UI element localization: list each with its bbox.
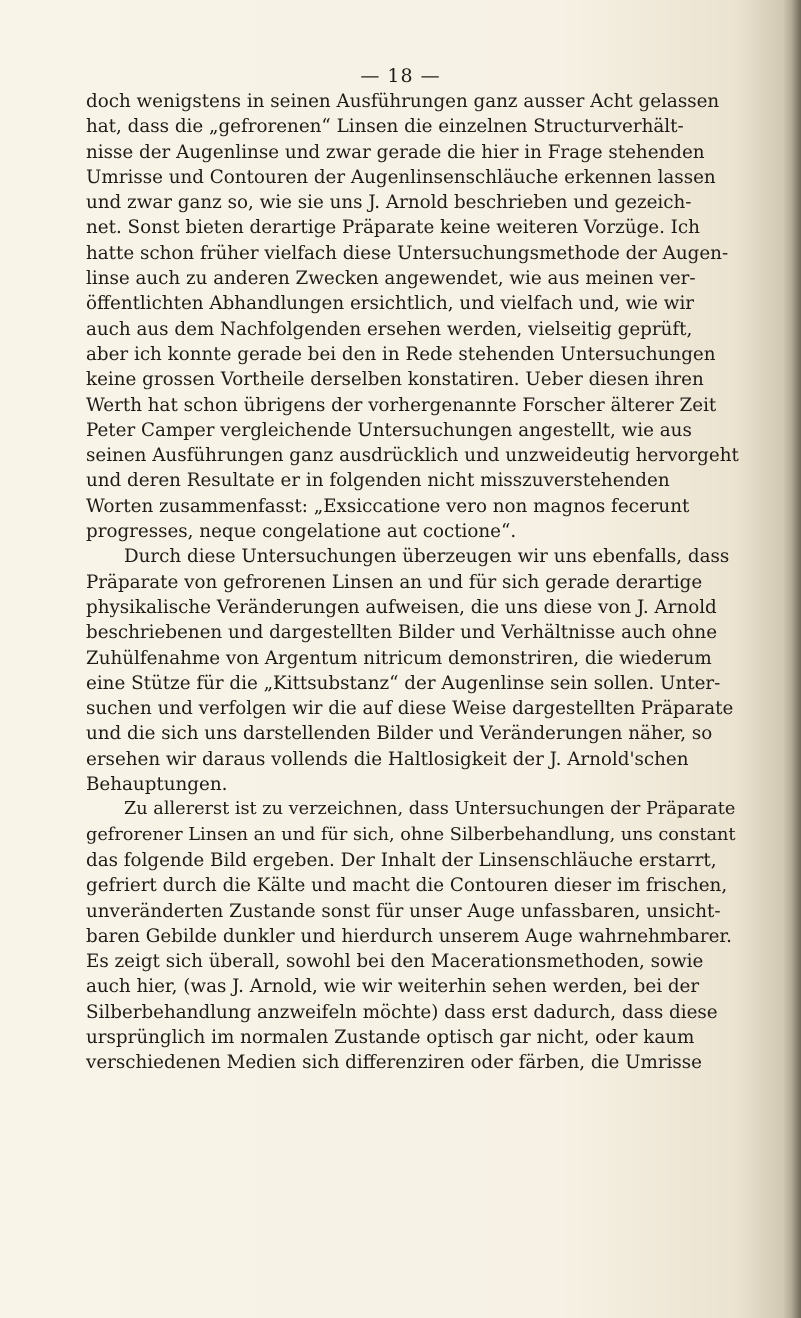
- text-line: hat, dass die „gefrorenen“ Linsen die einzelnen Structurverhält-: [86, 116, 684, 138]
- page-edge-shadow: [783, 0, 801, 1318]
- text-line: progresses, neque congelatione aut coctione“.: [86, 521, 517, 543]
- text-line: keine grossen Vortheile derselben konstatiren. Ueber diesen ihren: [86, 369, 704, 391]
- text-line: nisse der Augenlinse und zwar gerade die hier in Frage stehenden: [86, 141, 705, 163]
- text-line: ursprünglich im normalen Zustande optisch gar nicht, oder kaum: [86, 1026, 695, 1048]
- text-line: und zwar ganz so, wie sie uns J. Arnold beschrieben und gezeich-: [86, 192, 692, 214]
- text-line: Es zeigt sich überall, sowohl bei den Macerationsmethoden, sowie: [86, 951, 704, 973]
- text-line: Peter Camper vergleichende Untersuchungen angestellt, wie aus: [86, 419, 692, 441]
- text-line: auch aus dem Nachfolgenden ersehen werden, vielseitig geprüft,: [86, 318, 693, 340]
- text-line-paragraph-start: Durch diese Untersuchungen überzeugen wir uns ebenfalls, dass: [124, 546, 730, 568]
- text-line: Zuhülfenahme von Argentum nitricum demonstriren, die wiederum: [86, 647, 712, 669]
- text-line: baren Gebilde dunkler und hierdurch unserem Auge wahrnehmbarer.: [86, 925, 732, 947]
- text-line: ersehen wir daraus vollends die Haltlosigkeit der J. Arnold'schen: [86, 748, 689, 770]
- text-line: Werth hat schon übrigens der vorhergenannte Forscher älterer Zeit: [86, 394, 717, 416]
- text-line: physikalische Veränderungen aufweisen, die uns diese von J. Arnold: [86, 596, 717, 618]
- text-line: aber ich konnte gerade bei den in Rede stehenden Untersuchungen: [86, 343, 716, 365]
- page-number: — 18 —: [360, 65, 441, 87]
- text-line: Silberbehandlung anzweifeln möchte) dass erst dadurch, dass diese: [86, 1001, 718, 1023]
- text-line: verschiedenen Medien sich differenziren oder färben, die Umrisse: [86, 1052, 702, 1074]
- text-line: Worten zusammenfasst: „Exsiccatione vero non magnos fecerunt: [86, 495, 690, 517]
- text-line: beschriebenen und dargestellten Bilder und Verhältnisse auch ohne: [86, 622, 718, 644]
- text-line: und die sich uns darstellenden Bilder und Veränderungen näher, so: [86, 723, 713, 745]
- text-line: seinen Ausführungen ganz ausdrücklich und unzweideutig hervorgeht: [86, 445, 739, 467]
- text-line: auch hier, (was J. Arnold, wie wir weiterhin sehen werden, bei der: [86, 976, 700, 998]
- text-line-paragraph-start: Zu allererst ist zu verzeichnen, dass Untersuchungen der Präparate: [124, 799, 736, 820]
- text-line: und deren Resultate er in folgenden nicht misszuverstehenden: [86, 470, 670, 492]
- text-line: linse auch zu anderen Zwecken angewendet, wie aus meinen ver-: [86, 268, 696, 290]
- text-line: doch wenigstens in seinen Ausführungen ganz ausser Acht gelassen: [86, 91, 720, 112]
- text-line: gefriert durch die Kälte und macht die Contouren dieser im frischen,: [86, 875, 728, 897]
- text-line: net. Sonst bieten derartige Präparate keine weiteren Vorzüge. Ich: [86, 217, 700, 239]
- text-line: das folgende Bild ergeben. Der Inhalt der Linsenschläuche erstarrt,: [86, 849, 717, 871]
- text-line: unveränderten Zustande sonst für unser Auge unfassbaren, unsicht-: [86, 900, 721, 922]
- text-line: gefrorener Linsen an und für sich, ohne Silberbehandlung, uns constant: [86, 824, 736, 845]
- text-line: Umrisse und Contouren der Augenlinsenschläuche erkennen lassen: [86, 166, 716, 188]
- text-line: eine Stütze für die „Kittsubstanz“ der Augenlinse sein sollen. Unter-: [86, 672, 721, 694]
- text-line: Präparate von gefrorenen Linsen an und für sich gerade derartige: [86, 571, 703, 593]
- body-text: [86, 89, 741, 1076]
- text-line: öffentlichten Abhandlungen ersichtlich, und vielfach und, wie wir: [86, 293, 695, 315]
- text-line: Behauptungen.: [86, 774, 228, 796]
- text-line: suchen und verfolgen wir die auf diese Weise dargestellten Präparate: [86, 698, 734, 720]
- text-line: hatte schon früher vielfach diese Untersuchungsmethode der Augen-: [86, 242, 729, 264]
